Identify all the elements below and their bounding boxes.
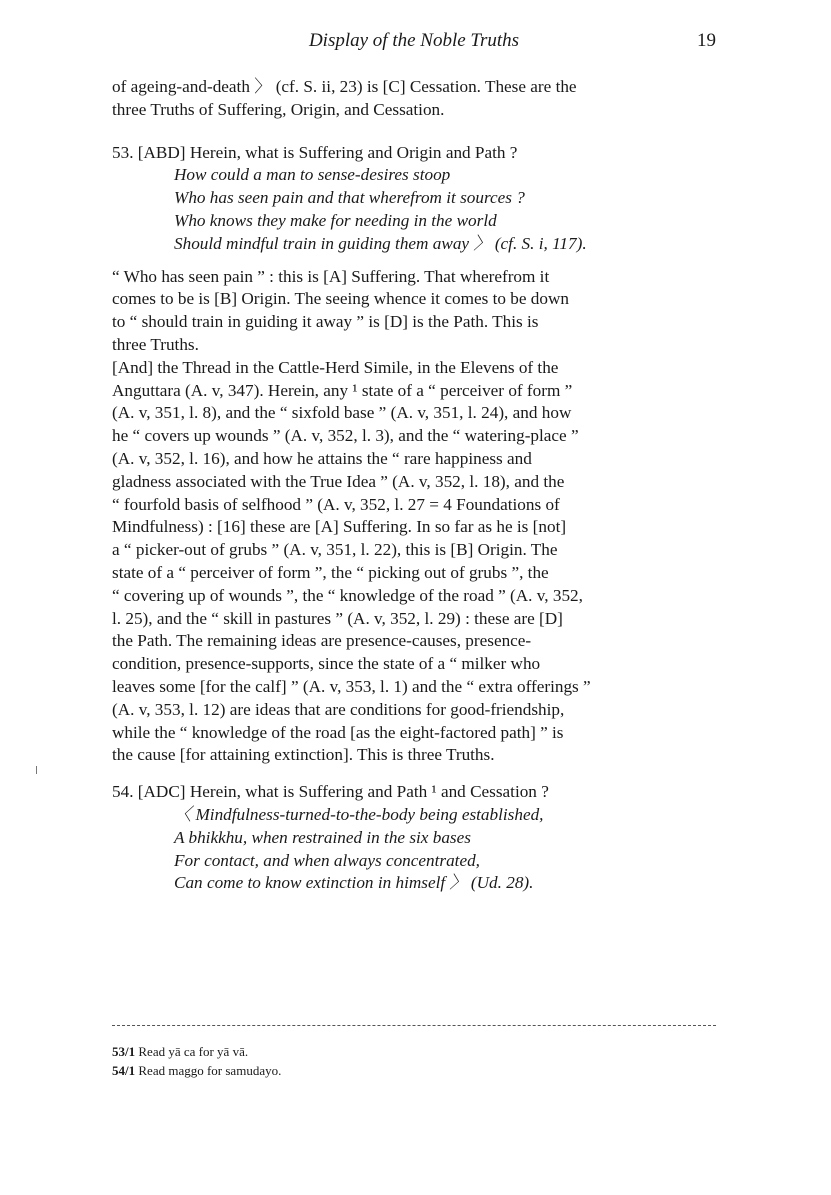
- text-line: Mindfulness) : [16] these are [A] Suffering. In so far as he is [not]: [112, 517, 567, 537]
- footnote: [112, 1042, 716, 1061]
- footnote-rule: [112, 1025, 716, 1026]
- footnote: [112, 1061, 716, 1080]
- verse-line: For contact, and when always concentrated,: [174, 850, 480, 870]
- verse-line: Should mindful train in guiding them away 〉 (cf. S. i, 117).: [174, 233, 587, 253]
- text-line: state of a “ perceiver of form ”, the “ picking out of grubs ”, the: [112, 562, 549, 582]
- text-line: “ Who has seen pain ” : this is [A] Suffering. That wherefrom it: [112, 266, 550, 286]
- footnote-ref: 54/1: [112, 1063, 136, 1078]
- text-line: condition, presence-supports, since the state of a “ milker who: [112, 654, 541, 674]
- paragraph-53c: [112, 357, 716, 767]
- verse-line: A bhikkhu, when restrained in the six bases: [174, 827, 471, 847]
- text-line: [And] the Thread in the Cattle-Herd Simile, in the Elevens of the: [112, 357, 559, 377]
- verse-line: Who knows they make for needing in the world: [174, 210, 497, 230]
- text-line: to “ should train in guiding it away ” is [D] is the Path. This is: [112, 312, 539, 332]
- section-54-heading: 54. [ADC] Herein, what is Suffering and Path ¹ and Cessation ?: [112, 782, 549, 802]
- text-line: of ageing-and-death 〉 (cf. S. ii, 23) is [C] Cessation. These are the: [112, 77, 577, 96]
- footnote-ref: 53/1: [112, 1044, 136, 1059]
- page-header: [112, 30, 716, 56]
- text-line: the cause [for attaining extinction]. This is three Truths.: [112, 745, 495, 765]
- section-53-heading: 53. [ABD] Herein, what is Suffering and Origin and Path ?: [112, 142, 518, 162]
- text-line: (A. v, 352, l. 16), and how he attains the “ rare happiness and: [112, 448, 532, 468]
- text-line: (A. v, 351, l. 8), and the “ sixfold base ” (A. v, 351, l. 24), and how: [112, 403, 572, 423]
- text-line: “ covering up of wounds ”, the “ knowledge of the road ” (A. v, 352,: [112, 585, 583, 605]
- text-line: leaves some [for the calf] ” (A. v, 353, l. 1) and the “ extra offerings ”: [112, 676, 591, 696]
- text-line: a “ picker-out of grubs ” (A. v, 351, l. 22), this is [B] Origin. The: [112, 540, 558, 560]
- footnote-text: Read yā ca for yā vā.: [138, 1044, 249, 1059]
- footnote-text: Read maggo for samudayo.: [138, 1063, 282, 1078]
- verse-line: Who has seen pain and that wherefrom it sources ?: [174, 188, 525, 208]
- text-line: Anguttara (A. v, 347). Herein, any ¹ state of a “ perceiver of form ”: [112, 380, 573, 400]
- verse-line: How could a man to sense-desires stoop: [174, 165, 451, 185]
- text-line: the Path. The remaining ideas are presence-causes, presence-: [112, 631, 532, 651]
- text-line: l. 25), and the “ skill in pastures ” (A. v, 352, l. 29) : these are [D]: [112, 608, 563, 628]
- running-head: Display of the Noble Truths: [308, 30, 520, 51]
- verse-54: [112, 804, 716, 895]
- margin-mark: [36, 766, 37, 774]
- text-line: gladness associated with the True Idea ” (A. v, 352, l. 18), and the: [112, 471, 565, 491]
- footnotes: [112, 1042, 716, 1080]
- text-line: while the “ knowledge of the road [as the eight-factored path] ” is: [112, 722, 564, 742]
- text-line: three Truths.: [112, 334, 199, 354]
- verse-53: [112, 164, 716, 255]
- page-number: 19: [697, 30, 716, 51]
- text-line: three Truths of Suffering, Origin, and Cessation.: [112, 99, 445, 119]
- text-line: “ fourfold basis of selfhood ” (A. v, 352, l. 27 = 4 Foundations of: [112, 494, 560, 514]
- text-line: comes to be is [B] Origin. The seeing whence it comes to be down: [112, 289, 569, 309]
- verse-line: 〈 Mindfulness-turned-to-the-body being established,: [174, 804, 544, 824]
- paragraph-53b: [112, 266, 716, 357]
- main-text: [112, 76, 716, 895]
- text-line: he “ covers up wounds ” (A. v, 352, l. 3), and the “ watering-place ”: [112, 426, 579, 446]
- text-line: (A. v, 353, l. 12) are ideas that are conditions for good-friendship,: [112, 699, 565, 719]
- verse-line: Can come to know extinction in himself 〉 (Ud. 28).: [174, 873, 534, 893]
